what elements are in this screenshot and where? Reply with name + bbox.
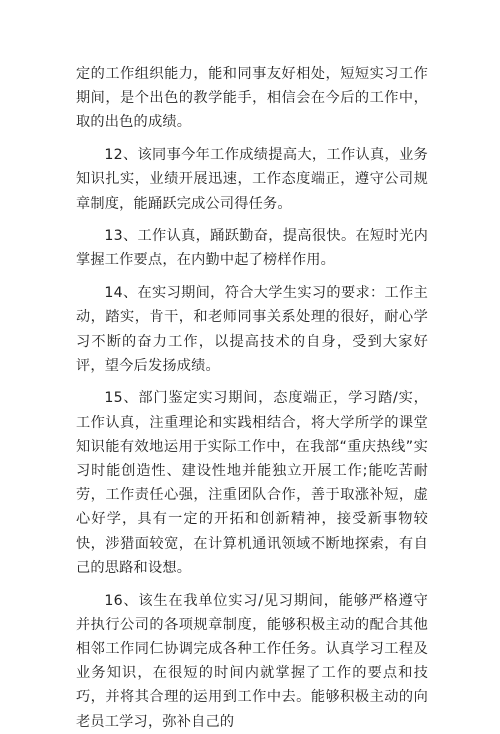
paragraph-item-15: 15、部门鉴定实习期间，态度端正，学习踏/实，工作认真，注重理论和实践相结合，将大学所学的课堂知识能有效地运用于实际工作中，在我部“重庆热线”实习时能创造性、建设性地并能独立开展工作;能吃苦耐劳，工作责任心强，注重团队合作，善于取涨补短，虚心好学，具有一定的开拓和创新精神，接受新事物较快，涉猎面较宽，在计算机通讯领域不断地探索，有自己的思路和设想。 [76,390,428,576]
paragraph-item-12: 12、该同事今年工作成绩提高大，工作认真，业务知识扎实，业绩开展迅速，工作态度端正，遵守公司规章制度，能踊跃完成公司得任务。 [76,147,428,212]
paragraph-continuation: 定的工作组织能力，能和同事友好相处，短短实习工作期间，是个出色的教学能手，相信会在今后的工作中，取的出色的成绩。 [76,66,428,131]
document-body [76,62,428,734]
paragraph-item-14: 14、在实习期间，符合大学生实习的要求：工作主动，踏实，肯干，和老师同事关系处理的很好，耐心学习不断的奋力工作，以提高技术的自身，受到大家好评，望今后发扬成绩。 [76,285,428,374]
paragraph-item-16: 16、该生在我单位实习/见习期间，能够严格遵守并执行公司的各项规章制度，能够积极主动的配合其他相邻工作同仁协调完成各种工作任务。认真学习工程及业务知识，在很短的时间内就掌握了工作的要点和技巧，并将其合理的运用到工作中去。能够积极主动的向老员工学习，弥补自己的 [76,592,428,730]
paragraph-item-13: 13、工作认真，踊跃勤奋，提高很快。在短时光内掌握工作要点，在内勤中起了榜样作用。 [76,228,428,269]
